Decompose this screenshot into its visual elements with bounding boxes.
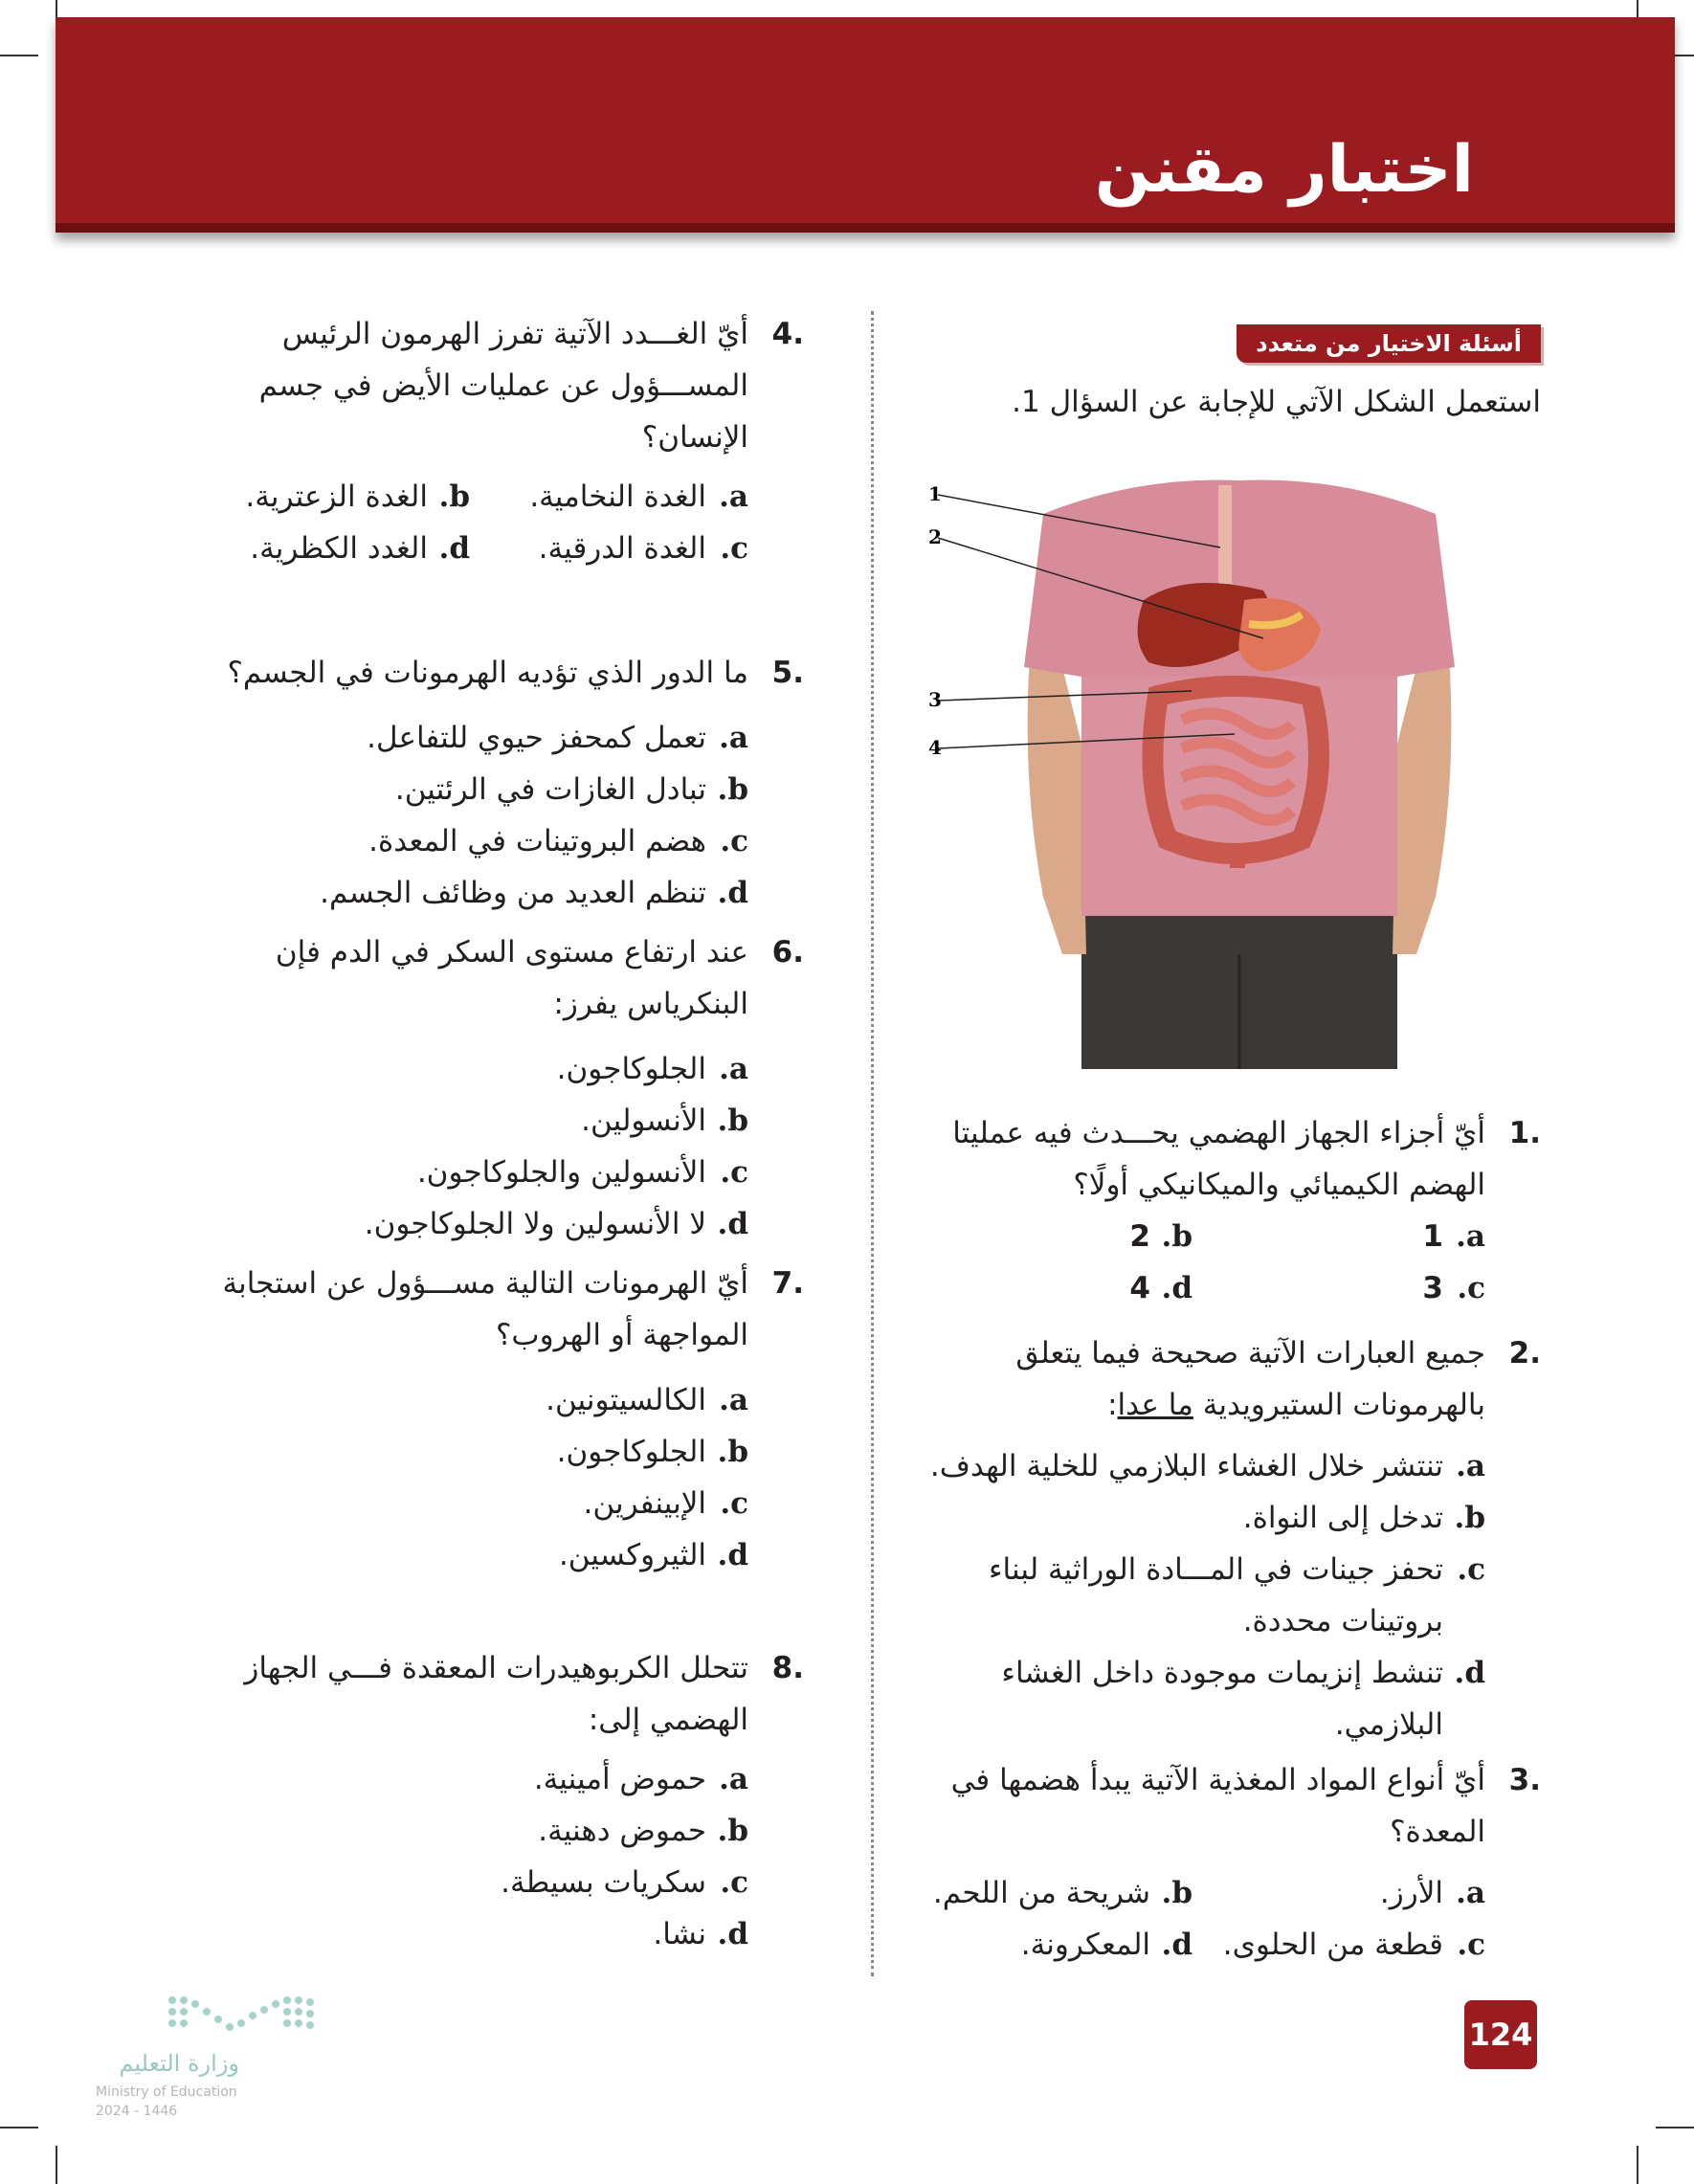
question-1 [900,1107,1541,1314]
ministry-logo [96,1991,325,2125]
option-letter: d. [1161,1271,1192,1305]
option-letter: d. [1454,1656,1485,1690]
option-text: شريحة من اللحم. [932,1876,1150,1910]
option-text: تعمل كمحفز حيوي للتفاعل. [367,721,706,755]
option-letter: c. [720,1486,748,1521]
option-letter: b. [438,479,470,514]
option-text: الأرز. [1379,1876,1443,1910]
option-a[interactable] [191,1043,748,1095]
option-text: 2 [1129,1219,1150,1254]
question-text: جميع العبارات الآتية صحيحة فيما يتعلق بالهرمونات الستيرويدية [1015,1336,1485,1422]
option-d[interactable] [191,1198,748,1250]
question-text: أيّ الغـــدد الآتية تفرز الهرمون الرئيس المســـؤول عن عمليات الأيض في جسم الإنسان؟ [258,317,748,455]
option-text: هضم البروتينات في المعدة. [368,824,706,858]
option-text: 4 [1129,1271,1150,1305]
option-letter: c. [1457,1552,1485,1587]
option-text: قطعة من الحلوى. [1222,1928,1443,1962]
option-c[interactable] [1192,1919,1485,1971]
option-c[interactable] [191,1478,748,1529]
question-number: .7 [771,1266,804,1301]
option-text: تحفز جينات في المـــادة الوراثية لبناء بروتينات محددة. [988,1552,1443,1638]
option-letter: a. [719,1052,748,1086]
digestive-system-illustration [900,457,1541,1069]
ministry-logo-dots-icon [96,1991,325,2048]
left-column [191,308,804,1960]
figure-intro: استعمل الشكل الآتي للإجابة عن السؤال 1. [1012,385,1541,419]
option-a[interactable] [191,1753,748,1805]
option-letter: d. [438,531,470,566]
option-c[interactable] [191,815,748,867]
question-2 [900,1327,1541,1750]
option-b[interactable] [191,1426,748,1478]
option-text: الغدة الزعترية. [245,479,428,514]
option-c[interactable] [1192,1262,1485,1314]
option-text: الغدد الكظرية. [250,531,428,566]
question-7 [191,1258,804,1581]
question-emphasis: ما عدا [1117,1388,1193,1422]
question-text: أيّ أجزاء الجهاز الهضمي يحـــدث فيه عمليتا الهضم الكيميائي والميكانيكي أولًا؟ [952,1116,1485,1202]
option-d[interactable] [191,867,748,919]
option-a[interactable] [900,1440,1485,1492]
option-b[interactable] [191,764,748,815]
question-number: .2 [1508,1336,1541,1371]
option-text: المعكرونة. [1020,1928,1150,1962]
option-a[interactable] [191,1374,748,1426]
option-text: تنشط إنزيمات موجودة داخل الغشاء البلازمي. [1001,1656,1443,1742]
option-letter: a. [719,479,748,514]
option-b[interactable] [900,1211,1192,1262]
option-text: تدخل إلى النواة. [1242,1501,1443,1535]
option-letter: c. [720,1155,748,1190]
option-letter: d. [717,876,748,910]
option-b[interactable] [191,471,470,523]
option-text: الكالسيتونين. [546,1383,706,1417]
option-text: الأنسولين. [581,1103,706,1138]
question-text: أيّ أنواع المواد المغذية الآتية يبدأ هضمها في المعدة؟ [950,1763,1485,1849]
digestive-system-figure [900,457,1541,1069]
question-text: ما الدور الذي تؤديه الهرمونات في الجسم؟ [227,656,748,690]
option-letter: a. [719,1762,748,1796]
section-label: أسئلة الاختيار من متعدد [1237,324,1541,363]
crop-mark [1637,2146,1638,2184]
option-letter: b. [1161,1219,1192,1254]
option-text: تنظم العديد من وظائف الجسم. [320,876,706,910]
option-d[interactable] [900,1647,1485,1750]
option-text: حموض دهنية. [538,1814,706,1848]
option-text: تبادل الغازات في الرئتين. [394,772,706,807]
figure-label-4: 4 [928,736,942,759]
option-letter: c. [1457,1271,1485,1305]
question-text: عند ارتفاع مستوى السكر في الدم فإن البنكرياس يفرز: [275,935,748,1021]
option-letter: a. [1456,1876,1485,1910]
option-a[interactable] [1192,1211,1485,1262]
option-text: الثيروكسين. [558,1538,706,1572]
option-b[interactable] [900,1867,1192,1919]
option-a[interactable] [191,712,748,764]
option-b[interactable] [191,1095,748,1147]
option-d[interactable] [191,523,470,574]
ministry-name-arabic: وزارة التعليم [119,2050,239,2077]
option-a[interactable] [1192,1867,1485,1919]
question-4 [191,308,804,574]
question-text: أيّ الهرمونات التالية مســـؤول عن استجابة المواجهة أو الهروب؟ [222,1266,748,1352]
ministry-year: 2024 - 1446 [96,2104,178,2119]
question-number: .5 [771,656,804,690]
option-text: نشا. [653,1917,706,1951]
option-letter: c. [1457,1928,1485,1962]
column-divider [871,311,874,1976]
option-b[interactable] [191,1805,748,1857]
option-text: الجلوكاجون. [556,1435,706,1469]
option-d[interactable] [191,1908,748,1960]
page-title: اختبار مقنن [1094,132,1474,208]
option-text: الغدة النخامية. [529,479,706,514]
ministry-name-english: Ministry of Education [96,2084,237,2100]
option-text: لا الأنسولين ولا الجلوكاجون. [364,1207,706,1241]
option-letter: a. [719,1383,748,1417]
option-c[interactable] [191,1857,748,1908]
option-text: سكريات بسيطة. [501,1865,706,1900]
option-letter: b. [1161,1876,1192,1910]
question-number: .4 [771,317,804,351]
option-letter: b. [717,1103,748,1138]
option-text: الأنسولين والجلوكاجون. [416,1155,706,1190]
option-text: الجلوكاجون. [556,1052,706,1086]
option-text: حموض أمينية. [533,1762,706,1796]
crop-mark [1656,2127,1694,2128]
question-3 [900,1754,1541,1971]
option-letter: d. [717,1538,748,1572]
option-text: 1 [1422,1219,1443,1254]
option-d[interactable] [900,1262,1192,1314]
option-letter: a. [1456,1219,1485,1254]
option-letter: b. [717,1814,748,1848]
option-text: تنتشر خلال الغشاء البلازمي للخلية الهدف. [929,1449,1443,1483]
option-text: الغدة الدرقية. [538,531,706,566]
option-text: 3 [1422,1271,1443,1305]
option-text: الإبينفرين. [583,1486,706,1521]
question-5 [191,647,804,919]
question-number: .1 [1508,1116,1541,1150]
figure-label-3: 3 [928,688,942,711]
option-d[interactable] [191,1529,748,1581]
option-letter: a. [719,721,748,755]
option-letter: a. [1456,1449,1485,1483]
option-letter: b. [717,772,748,807]
option-c[interactable] [191,1147,748,1198]
question-6 [191,926,804,1250]
option-letter: d. [1161,1928,1192,1962]
option-letter: b. [1454,1501,1485,1535]
option-c[interactable] [470,523,748,574]
option-a[interactable] [470,471,748,523]
option-c[interactable] [900,1544,1485,1647]
option-letter: d. [717,1207,748,1241]
figure-label-2: 2 [928,525,942,548]
question-number: .3 [1508,1763,1541,1797]
question-8 [191,1642,804,1960]
option-letter: c. [720,824,748,858]
header-band [56,17,1675,233]
crop-mark [0,55,38,56]
figure-label-1: 1 [928,482,942,505]
question-text-end: : [1107,1388,1118,1422]
question-text: تتحلل الكربوهيدرات المعقدة فـــي الجهاز الهضمي إلى: [244,1651,748,1737]
option-b[interactable] [900,1492,1485,1544]
question-number: .8 [771,1651,804,1685]
option-letter: c. [720,1865,748,1900]
page-number: 124 [1464,2000,1537,2069]
option-d[interactable] [900,1919,1192,1971]
option-letter: c. [720,531,748,566]
right-column [900,316,1541,1971]
crop-mark [56,2146,57,2184]
crop-mark [0,2127,38,2128]
question-number: .6 [771,935,804,969]
option-letter: d. [717,1917,748,1951]
option-letter: b. [717,1435,748,1469]
